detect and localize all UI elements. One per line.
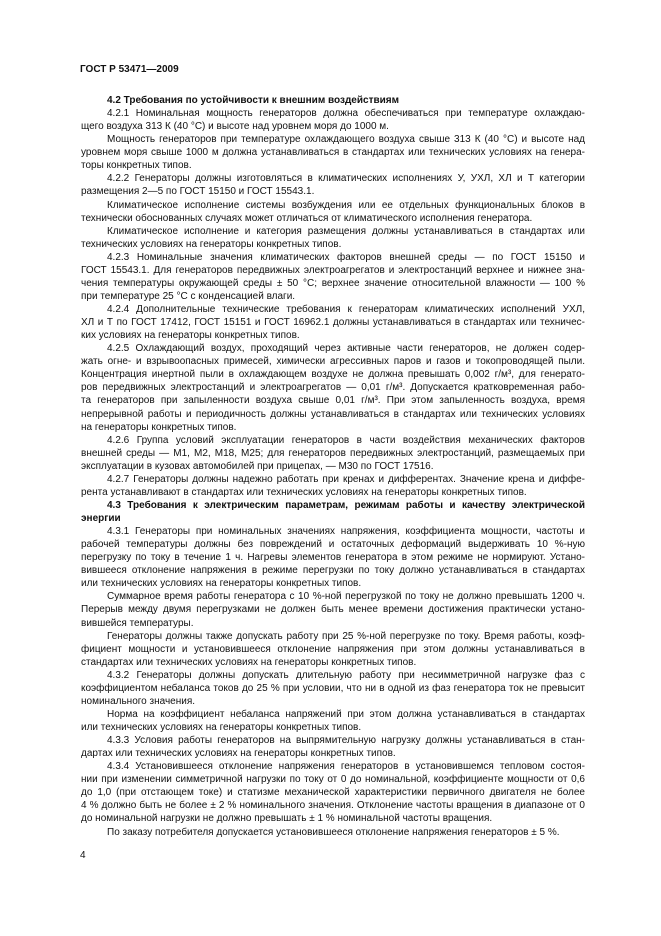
paragraph-line: Концентрация инертной пыли в охлаждающем воздухе не должна превышать 0,002 г/м³, для генерато- <box>81 369 585 381</box>
paragraph-line: размещения 2—5 по ГОСТ 15150 и ГОСТ 15543.1. <box>81 186 315 198</box>
paragraph-line: ГОСТ 15543.1. Для генераторов передвижных электроагрегатов и электростанций верхнее и нижнее зна- <box>81 264 585 276</box>
paragraph-line: или технических условиях на генераторы конкретных типов. <box>81 722 362 733</box>
paragraph <box>81 434 585 473</box>
section-heading <box>81 499 585 525</box>
page-number: 4 <box>80 850 86 861</box>
paragraph-line: эксплуатации в кузовах автомобилей при прицепах, — М30 по ГОСТ 17516. <box>81 460 434 472</box>
paragraph <box>81 133 585 172</box>
paragraph-line: номинального значения. <box>81 695 196 707</box>
paragraph-line: Климатическое исполнение системы возбуждения или ее отдельных функциональных блоков в <box>107 199 585 211</box>
paragraph-line: перегрузку по току в течение 1 ч. Нагревы элементов генератора в этом режиме не нормируют. Устано- <box>81 552 585 564</box>
paragraph <box>81 251 585 303</box>
paragraph-line: при температуре 25 °С с конденсацией влаги. <box>81 290 296 302</box>
paragraph <box>81 342 585 433</box>
paragraph-line: на генераторы конкретных типов. <box>81 421 237 433</box>
paragraph <box>81 107 585 133</box>
paragraph-line: коэффициентом небаланса токов до 25 % при условии, что ни в одной из фаз генератора ток не превысит <box>81 682 585 694</box>
paragraph <box>81 172 585 198</box>
paragraph-line: жать огне- и взрывоопасных примесей, химически агрессивных паров и газов и токопроводящей пыли. <box>81 356 585 368</box>
paragraph-line: уровнем моря свыше 1000 м должна устанавливаться в стандартах или технических условиях на генера- <box>81 147 585 159</box>
paragraph-line: стандартах или технических условиях на генераторы конкретных типов. <box>81 656 417 668</box>
section-heading <box>81 94 585 107</box>
paragraph-line: технически обоснованных случаях может отличаться от климатического исполнения генератора. <box>81 212 533 224</box>
paragraph <box>81 630 585 669</box>
paragraph-line: нии при изменении симметричной нагрузки по току от 0 до номинальной, коэффициенте мощности от 0,6 <box>81 774 585 786</box>
paragraph-line: или технических условиях на генераторы конкретных типов. <box>81 578 362 590</box>
paragraph-line: 4.2.2 Генераторы должны изготовляться в климатических исполнениях У, УХЛ, ХЛ и Т категории <box>107 173 585 185</box>
paragraph-line: 4.3.1 Генераторы при номинальных значениях напряжения, коэффициента мощности, частоты и <box>107 526 585 538</box>
paragraph-line: фициент мощности и установившееся отклонение напряжения при этом должны устанавливаться в <box>81 643 585 655</box>
paragraph <box>81 669 585 708</box>
paragraph-line: 4.2.3 Номинальные значения климатических факторов внешней среды — по ГОСТ 15150 и <box>107 251 585 263</box>
paragraph-line: щего воздуха 313 К (40 °С) и высоте над уровнем моря до 1000 м. <box>81 121 389 133</box>
paragraph <box>81 225 585 251</box>
paragraph-line: до 1,0 (при отстающем токе) и статизме механической характеристики первичного двигателя не более <box>81 787 585 799</box>
paragraph-line: 4.3.3 Условия работы генераторов на выпрямительную нагрузку должны устанавливаться в стан- <box>107 735 585 747</box>
paragraph <box>81 760 585 825</box>
paragraph-line: технических условиях на генераторы конкретных типов. <box>81 238 342 250</box>
paragraph-line: вившееся отклонение напряжения в режиме перегрузки по току должно устанавливаться в стандартах <box>81 565 585 577</box>
paragraph-line: Суммарное время работы генератора с 10 %-ной перегрузкой по току не должно превышать 1200 ч. <box>107 591 585 603</box>
section-heading-line: 4.3 Требования к электрическим параметрам, режимам работы и качеству электрической <box>107 499 585 511</box>
paragraph-line: Климатическое исполнение и категория размещения должны устанавливаться в стандартах или <box>107 225 585 237</box>
paragraph-line: По заказу потребителя допускается установившееся отклонение напряжения генераторов ± 5 %. <box>107 826 560 838</box>
paragraph-line: дартах или технических условиях на генераторы конкретных типов. <box>81 748 396 760</box>
paragraph-line: внешней среды — М1, М2, М18, М25; для генераторов передвижных электростанций, размещаемых при <box>81 447 585 459</box>
paragraph <box>81 525 585 590</box>
paragraph <box>81 473 585 499</box>
paragraph-line: ких условиях на генераторы конкретных типов. <box>81 330 300 342</box>
paragraph-line: ХЛ и Т по ГОСТ 17412, ГОСТ 15151 и ГОСТ 16962.1 должны устанавливаться в стандартах или техничес- <box>81 317 585 329</box>
paragraph-line: чения температуры окружающей среды ± 50 °С; верхнее значение относительной влажности — 100 % <box>81 277 585 289</box>
paragraph <box>81 734 585 760</box>
paragraph-line: 4.3.2 Генераторы должны допускать длительную работу при несимметричной нагрузке фаз с <box>107 669 585 681</box>
document-id: ГОСТ Р 53471—2009 <box>80 64 179 75</box>
paragraph-line: Мощность генераторов при температуре охлаждающего воздуха свыше 313 К (40 °С) и высоте над <box>107 134 585 146</box>
paragraph-line: 4.2.5 Охлаждающий воздух, проходящий через активные части генераторов, не должен содер- <box>107 343 585 355</box>
paragraph <box>81 708 585 734</box>
section-heading-line: 4.2 Требования по устойчивости к внешним воздействиям <box>107 95 399 106</box>
paragraph-line: Генераторы должны также допускать работу при 25 %-ной перегрузке по току. Время работы, коэф- <box>107 630 585 642</box>
section-heading-line: энергии <box>81 513 121 524</box>
paragraph-line: та генераторов при запыленности воздуха свыше 0,01 г/м³. При этом запыленность воздуха, время <box>81 395 585 407</box>
paragraph-line: 4.2.1 Номинальная мощность генераторов должна обеспечиваться при температуре охлаждаю- <box>107 108 585 120</box>
paragraph-line: рента устанавливают в стандартах или технических условиях на генераторы конкретных типов. <box>81 486 527 498</box>
paragraph-line: Норма на коэффициент небаланса напряжений при этом должна устанавливаться в стандартах <box>107 708 585 720</box>
paragraph-line: 4.2.6 Группа условий эксплуатации генераторов в части воздействия механических факторов <box>107 434 585 446</box>
paragraph-line: торы конкретных типов. <box>81 160 192 172</box>
paragraph-line: 4.2.7 Генераторы должны надежно работать при кренах и дифферентах. Значение крена и диффе- <box>107 473 585 485</box>
document-body <box>81 94 585 839</box>
paragraph-line: до номинальной нагрузки не должно превышать ± 1 % номинальной частоты вращения. <box>81 813 493 825</box>
paragraph <box>81 590 585 629</box>
paragraph <box>81 303 585 342</box>
paragraph-line: 4.2.4 Дополнительные технические требования к генераторам климатических исполнений УХЛ, <box>107 304 585 315</box>
paragraph-line: рабочей температуры должны без повреждений и остаточных деформаций выдерживать 10 %-ную <box>81 539 585 551</box>
paragraph-line: вившейся температуры. <box>81 617 194 629</box>
paragraph <box>81 199 585 225</box>
paragraph-line: 4 % должно быть не более ± 2 % номинального значения. Отклонение частоты вращения в диапазоне от 0 <box>81 800 585 812</box>
paragraph-line: непрерывной работы и периодичность должны устанавливаться в стандартах или технических условиях <box>81 408 585 420</box>
paragraph <box>81 826 585 839</box>
paragraph-line: 4.3.4 Установившееся отклонение напряжения генераторов в установившемся тепловом состоя- <box>107 761 585 773</box>
paragraph-line: ров передвижных электростанций и электроагрегатов — 0,01 г/м³. Допускается кратковременная рабо- <box>81 382 585 394</box>
paragraph-line: Перерыв между двумя перегрузками не должен быть менее времени достижения практически устано- <box>81 604 585 616</box>
